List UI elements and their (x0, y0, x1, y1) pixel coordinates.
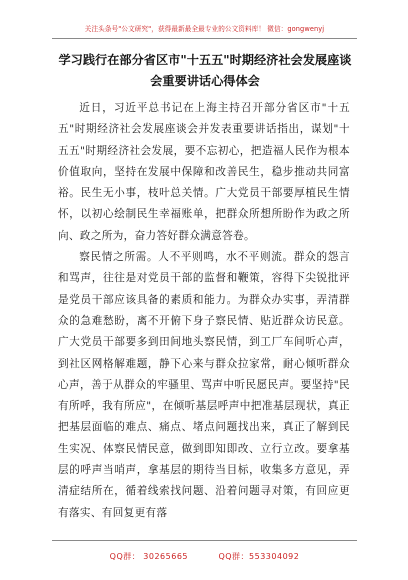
page-footer (52, 540, 357, 563)
document-title (40, 50, 370, 92)
title-line-2: 会重要讲话心得体会 (150, 74, 260, 88)
header-promo-text: 关注头条号"公文研究"，获得最新最全最专业的公文资料库！ 微信：gongwenyj (84, 25, 325, 33)
paragraph-intro: 近日，习近平总书记在上海主持召开部分省区市"十五五"时期经济社会发展座谈会并发表重要讲话指出，谋划"十五五"时期经济社会发展，要不忘初心，把造福人民作为根本价值取向，坚持在发展中保障和改善民生，稳步推动共同富裕。民生无小事，枝叶总关情。广大党员干部要厚植民生情怀，以初心绘制民生幸福账单，把群众所想所盼作为政之所向、政之所为，奋力答好群众满意答卷。 (58, 102, 350, 242)
page-header (52, 16, 357, 39)
document-body (58, 98, 350, 524)
footer-qq-groups: QQ群： 30265665 QQ群：553304092 (109, 552, 300, 561)
paragraph-section-1: 察民情之所需。人不平则鸣，水不平则流。群众的怨言和骂声，往往是对党员干部的监督和鞭策，容得下尖锐批评是党员干部应该具备的素质和能力。为群众办实事，弄清群众的急难愁盼，离不开俯下身子察民情、贴近群众访民意。广大党员干部要多到田间地头察民情，到工厂车间听心声，到社区网格解难题，静下心来与群众拉家常，耐心倾听群众心声，善于从群众的牢骚里、骂声中听民愿民声。要坚持"民有所呼，我有所应"，在倾听基层呼声中把准基层现状，真正把基层面临的难点、痛点、堵点问题找出来，真正了解到民生实况、体察民情民意，做到即知即改、立行立改。要拿基层的呼声当哨声，拿基层的期待当目标，收集多方意见，弄清症结所在，循着线索找问题、沿着问题寻对策，有回应更有落实、有回复更有落 (58, 251, 350, 519)
title-line-1: 学习践行在部分省区市"十五五"时期经济社会发展座谈 (58, 53, 352, 67)
